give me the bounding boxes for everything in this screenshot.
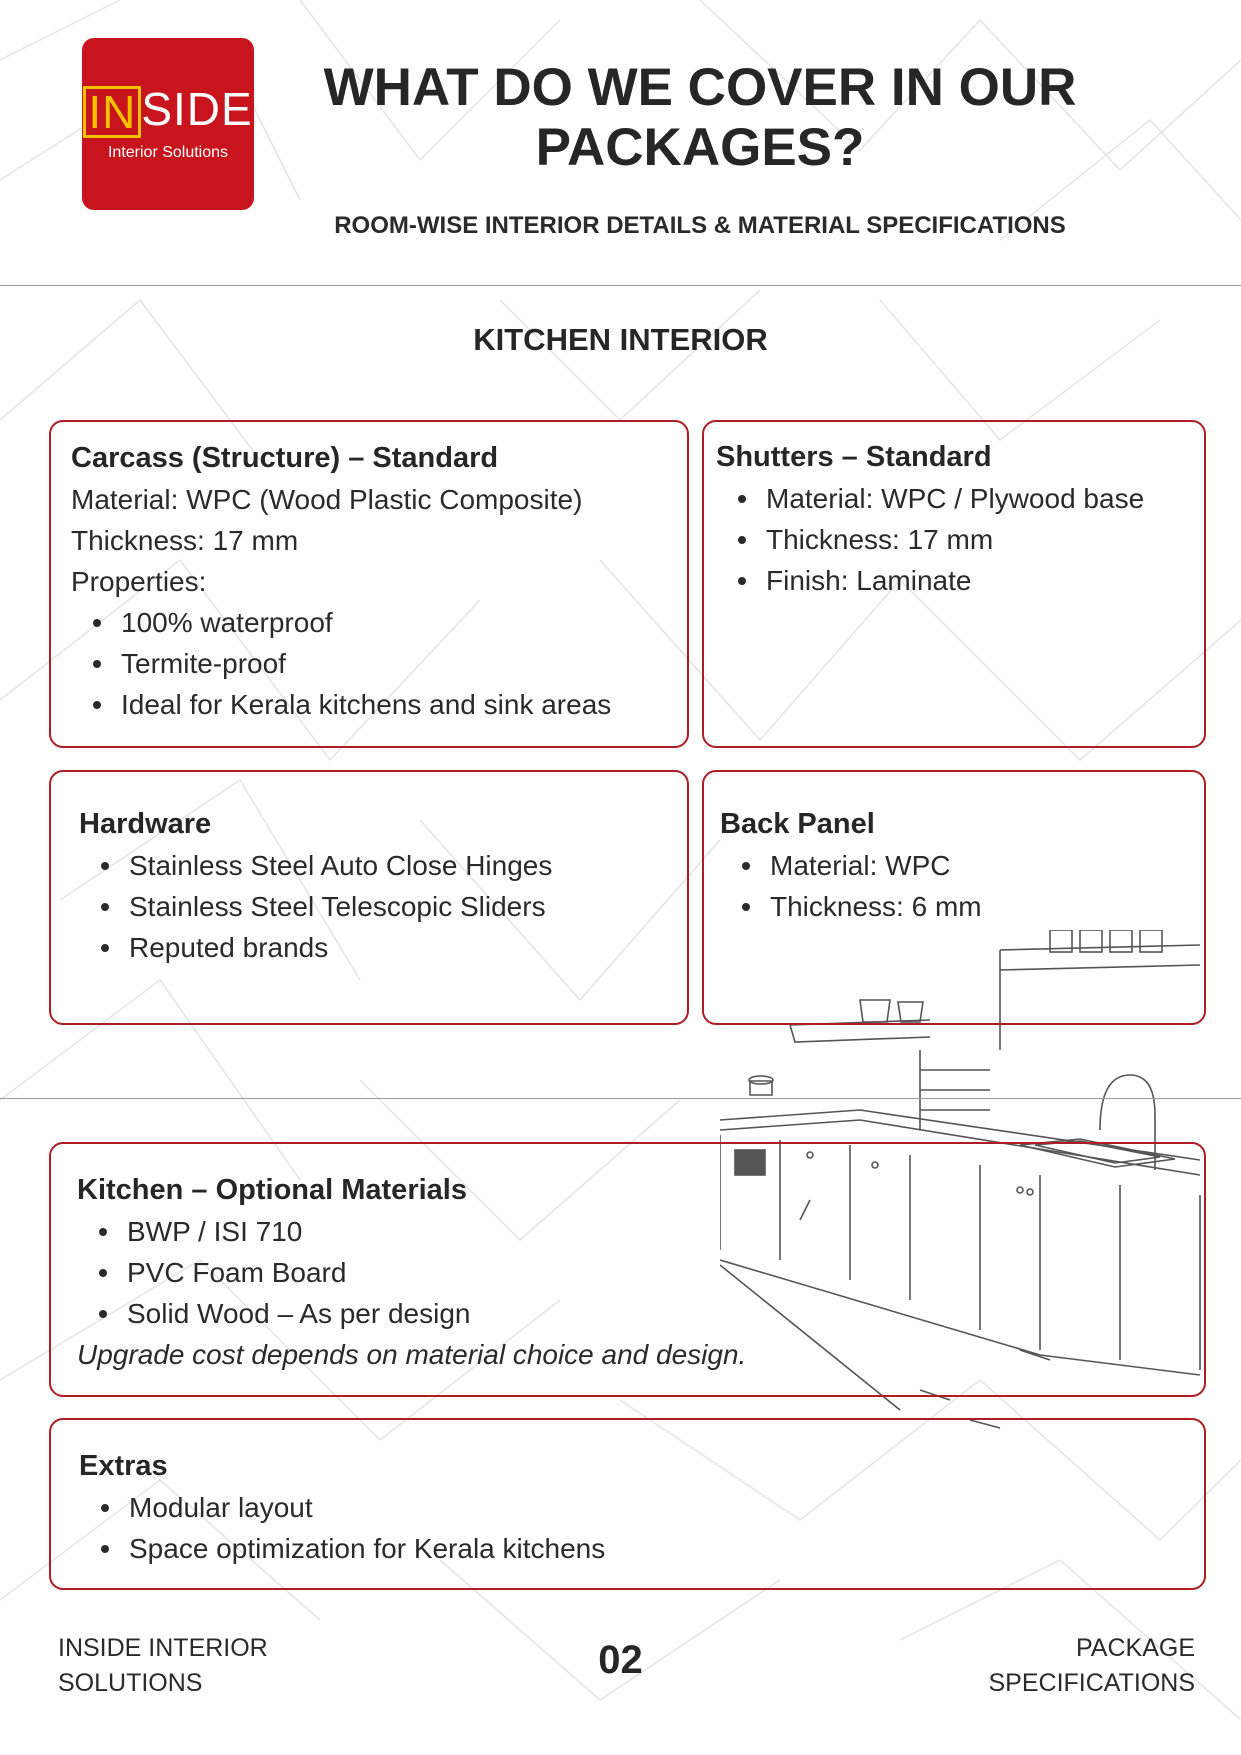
carcass-properties-label: Properties:	[71, 566, 207, 597]
list-item: Finish: Laminate	[716, 560, 1192, 601]
list-item: 100% waterproof	[71, 602, 667, 643]
logo-in: IN	[83, 86, 141, 138]
list-item: Material: WPC / Plywood base	[716, 478, 1192, 519]
footer-section	[988, 1631, 1195, 1701]
list-item: Material: WPC	[720, 845, 1188, 886]
list-item: Space optimization for Kerala kitchens	[79, 1528, 1176, 1569]
list-item: Thickness: 17 mm	[716, 519, 1192, 560]
back-panel-card	[702, 770, 1206, 1025]
list-item: Solid Wood – As per design	[77, 1293, 1178, 1334]
list-item: Stainless Steel Auto Close Hinges	[79, 845, 659, 886]
carcass-properties-list	[71, 602, 667, 725]
list-item: BWP / ISI 710	[77, 1211, 1178, 1252]
footer-company-line2: SOLUTIONS	[58, 1669, 203, 1697]
section-title: KITCHEN INTERIOR	[473, 322, 768, 357]
optional-note: Upgrade cost depends on material choice and design.	[77, 1339, 747, 1370]
page-subtitle: ROOM-WISE INTERIOR DETAILS & MATERIAL SPECIFICATIONS	[334, 212, 1066, 239]
footer-section-line1: PACKAGE	[1075, 1634, 1195, 1662]
list-item: Stainless Steel Telescopic Sliders	[79, 886, 659, 927]
carcass-heading: Carcass (Structure) – Standard	[71, 442, 499, 474]
shutters-card	[702, 420, 1206, 748]
back-panel-heading: Back Panel	[720, 808, 875, 840]
list-item: Reputed brands	[79, 927, 659, 968]
extras-card	[49, 1418, 1206, 1590]
carcass-thickness: Thickness: 17 mm	[71, 525, 299, 556]
list-item: Termite-proof	[71, 643, 667, 684]
page-title: WHAT DO WE COVER IN OUR PACKAGES?	[323, 58, 1077, 177]
optional-materials-card	[49, 1142, 1206, 1397]
header-divider	[0, 285, 1241, 286]
optional-list	[77, 1211, 1178, 1334]
optional-heading: Kitchen – Optional Materials	[77, 1174, 467, 1206]
hardware-heading: Hardware	[79, 808, 212, 840]
logo-tagline: Interior Solutions	[107, 144, 229, 161]
carcass-material: Material: WPC (Wood Plastic Composite)	[71, 484, 583, 515]
footer-company-line1: INSIDE INTERIOR	[58, 1634, 268, 1662]
list-item: Thickness: 6 mm	[720, 886, 1188, 927]
carcass-card	[49, 420, 689, 748]
hardware-card	[49, 770, 689, 1025]
hardware-list	[79, 845, 659, 968]
company-logo	[82, 38, 254, 210]
shutters-list	[716, 478, 1192, 601]
list-item: Ideal for Kerala kitchens and sink areas	[71, 684, 667, 725]
extras-heading: Extras	[79, 1450, 168, 1482]
section-divider	[0, 1098, 1241, 1099]
shutters-heading: Shutters – Standard	[716, 441, 992, 473]
extras-list	[79, 1487, 1176, 1569]
list-item: Modular layout	[79, 1487, 1176, 1528]
page-number: 02	[598, 1638, 643, 1682]
back-panel-list	[720, 845, 1188, 927]
list-item: PVC Foam Board	[77, 1252, 1178, 1293]
logo-side: SIDE	[141, 83, 253, 135]
footer-section-line2: SPECIFICATIONS	[988, 1669, 1195, 1697]
logo-wordmark	[83, 83, 253, 138]
